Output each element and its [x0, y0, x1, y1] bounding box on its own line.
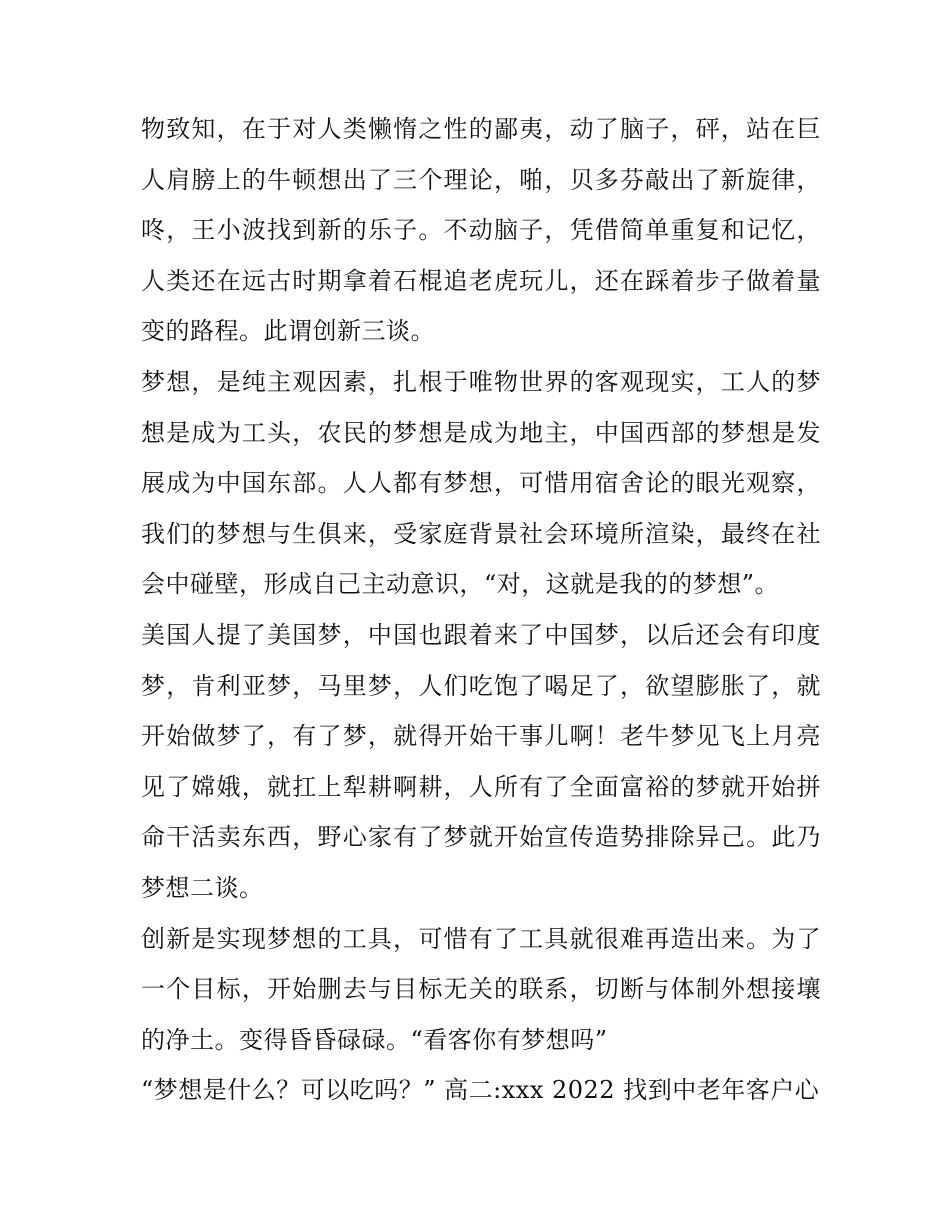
paragraph-innovation-tool	[141, 914, 821, 1066]
text-line: 见了嫦娥，就扛上犁耕啊耕，人所有了全面富裕的梦就开始拼	[141, 772, 821, 801]
paragraph-closing	[141, 1065, 821, 1116]
text-line: 梦想，是纯主观因素，扎根于唯物世界的客观现实，工人的梦	[141, 367, 821, 396]
paragraph-dream-second-talk	[141, 610, 821, 914]
document-body	[141, 104, 821, 1116]
text-line: 展成为中国东部。人人都有梦想，可惜用宿舍论的眼光观察，	[141, 469, 821, 498]
text-line: 梦，肯利亚梦，马里梦，人们吃饱了喝足了，欲望膨胀了，就	[141, 671, 821, 700]
text-line: 咚，王小波找到新的乐子。不动脑子，凭借简单重复和记忆，	[141, 216, 821, 245]
text-line: 人肩膀上的牛顿想出了三个理论，啪，贝多芬敲出了新旋律，	[141, 165, 821, 194]
paragraph-dream-definition	[141, 357, 821, 610]
text-line: 想是成为工头，农民的梦想是成为地主，中国西部的梦想是发	[141, 418, 821, 447]
text-line: 变的路程。此谓创新三谈。	[141, 317, 435, 346]
text-line: 的净土。变得昏昏碌碌。“看客你有梦想吗”	[141, 1025, 608, 1054]
text-line: 一个目标，开始删去与目标无关的联系，切断与体制外想接壤	[141, 975, 821, 1004]
text-line: “梦想是什么？可以吃吗？” 高二:xxx 2022 找到中老年客户心	[141, 1076, 820, 1105]
text-line: 会中碰壁，形成自己主动意识，“对，这就是我的的梦想”。	[141, 570, 780, 599]
paragraph-innovation-continued	[141, 104, 821, 357]
text-line: 命干活卖东西，野心家有了梦就开始宣传造势排除异己。此乃	[141, 823, 821, 852]
text-line: 梦想二谈。	[141, 873, 264, 902]
text-line: 美国人提了美国梦，中国也跟着来了中国梦，以后还会有印度	[141, 620, 821, 649]
text-line: 我们的梦想与生俱来，受家庭背景社会环境所渲染，最终在社	[141, 519, 821, 548]
text-line: 物致知，在于对人类懒惰之性的鄙夷，动了脑子，砰，站在巨	[141, 115, 821, 143]
text-line: 创新是实现梦想的工具，可惜有了工具就很难再造出来。为了	[141, 924, 821, 953]
text-line: 开始做梦了，有了梦，就得开始干事儿啊！老牛梦见飞上月亮	[141, 722, 821, 751]
text-line: 人类还在远古时期拿着石棍追老虎玩儿，还在踩着步子做着量	[141, 266, 821, 295]
